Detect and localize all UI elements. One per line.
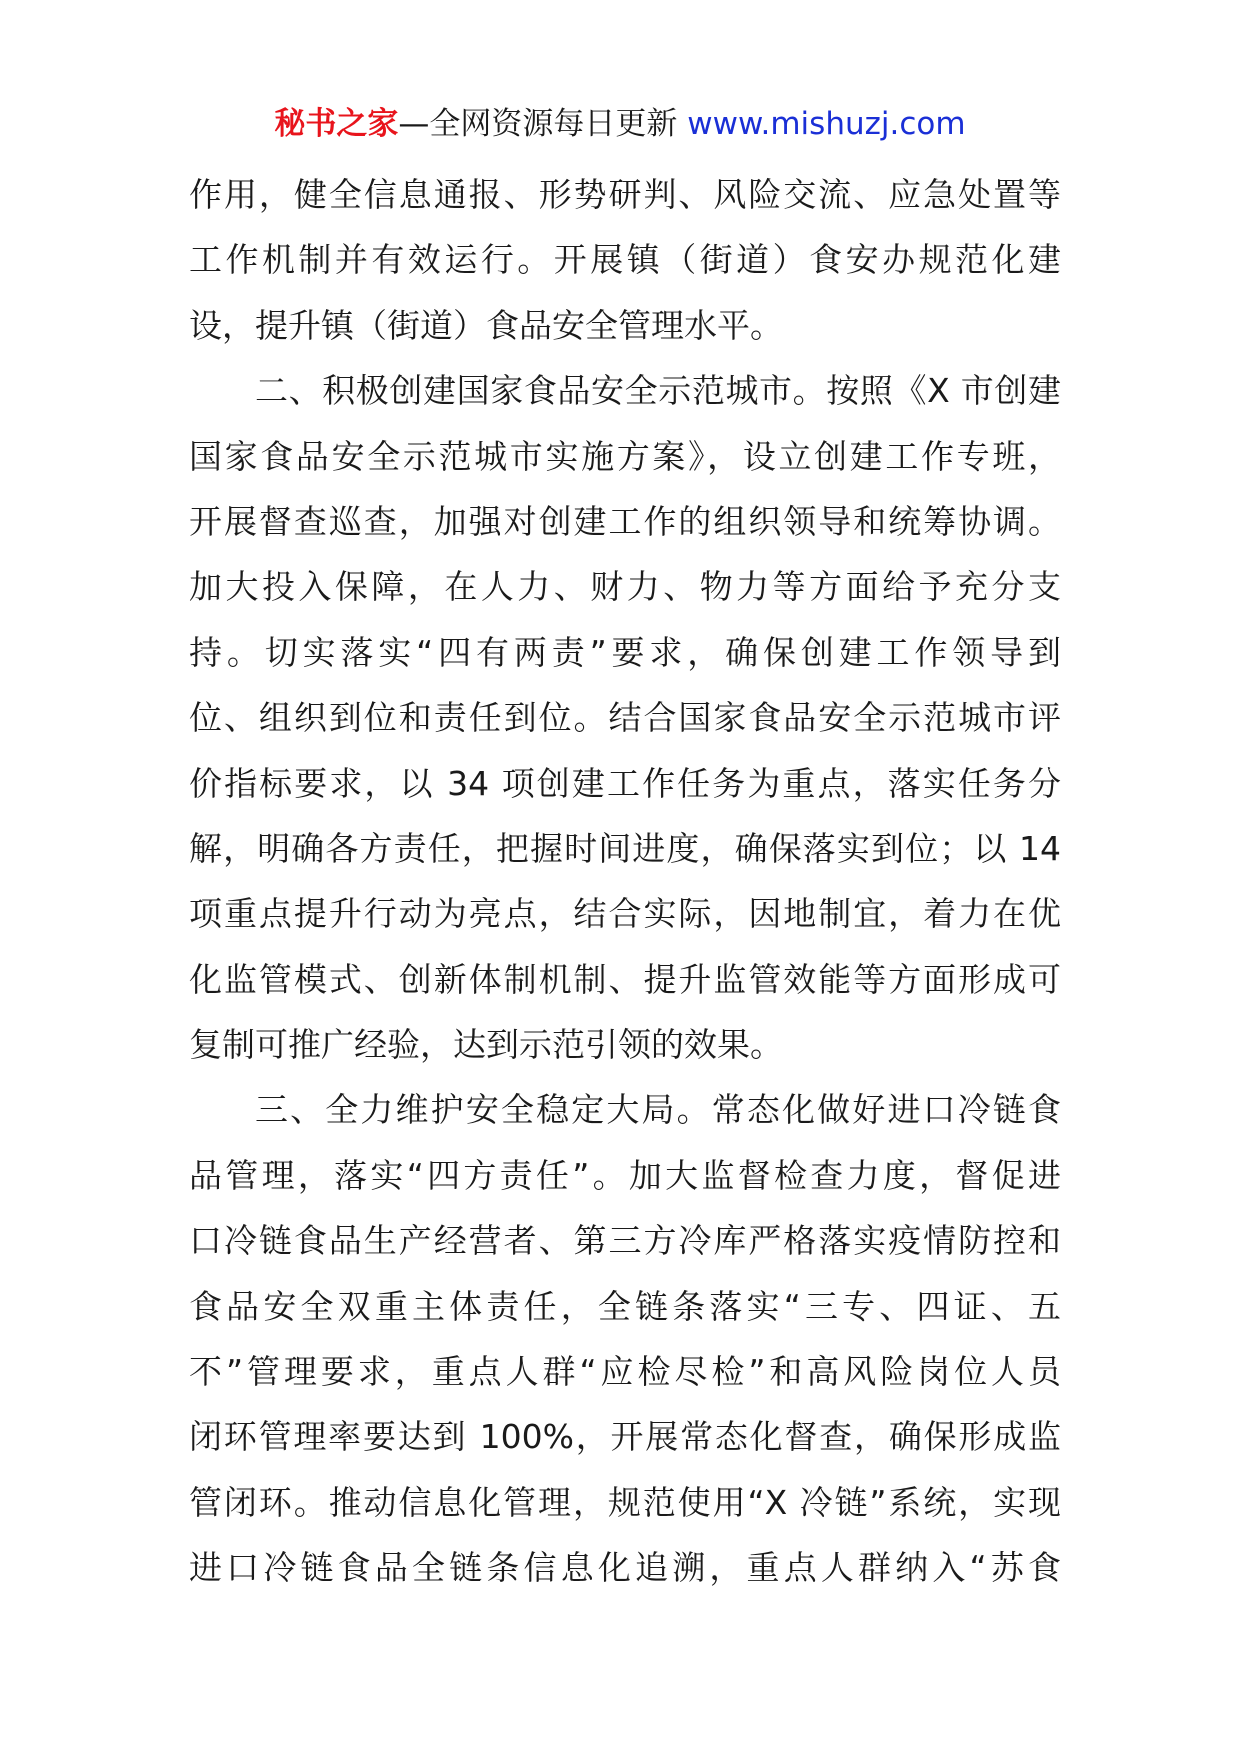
text-line: 进口冷链食品全链条信息化追溯，重点人群纳入“苏食 (189, 1548, 1061, 1588)
text-line: 加大投入保障，在人力、财力、物力等方面给予充分支 (189, 567, 1061, 607)
text-line: 品管理，落实“四方责任”。加大监督检查力度，督促进 (189, 1155, 1061, 1195)
text-line: 化监管模式、创新体制机制、提升监管效能等方面形成可 (189, 959, 1061, 999)
text-line: 闭环管理率要达到 100%，开展常态化督查，确保形成监 (189, 1417, 1061, 1457)
text-line: 位、组织到位和责任到位。结合国家食品安全示范城市评 (189, 698, 1061, 738)
text-line: 管闭环。推动信息化管理，规范使用“X 冷链”系统，实现 (189, 1482, 1061, 1522)
text-line: 食品安全双重主体责任，全链条落实“三专、四证、五 (189, 1286, 1061, 1326)
text-line: 口冷链食品生产经营者、第三方冷库严格落实疫情防控和 (189, 1221, 1061, 1261)
paragraph-heading-line: 三、全力维护安全稳定大局。常态化做好进口冷链食 (255, 1090, 1061, 1130)
text-line: 工作机制并有效运行。开展镇（街道）食安办规范化建 (189, 240, 1061, 280)
text-line: 作用，健全信息通报、形势研判、风险交流、应急处置等 (189, 175, 1061, 214)
site-url[interactable]: www.mishuzj.com (687, 106, 966, 142)
text-line: 价指标要求，以 34 项创建工作任务为重点，落实任务分 (189, 763, 1061, 803)
text-line: 复制可推广经验，达到示范引领的效果。 (189, 1025, 783, 1065)
text-line: 项重点提升行动为亮点，结合实际，因地制宜，着力在优 (189, 894, 1061, 934)
text-line: 不”管理要求，重点人群“应检尽检”和高风险岗位人员 (189, 1352, 1061, 1392)
site-brand: 秘书之家 (274, 106, 399, 142)
text-line: 解，明确各方责任，把握时间进度，确保落实到位；以 14 (189, 828, 1061, 868)
text-line: 持。切实落实“四有两责”要求，确保创建工作领导到 (189, 632, 1061, 672)
text-line: 开展督查巡查，加强对创建工作的组织领导和统筹协调。 (189, 501, 1061, 541)
site-header (0, 100, 1240, 148)
paragraph-heading-line: 二、积极创建国家食品安全示范城市。按照《X 市创建 (255, 371, 1061, 411)
document-body (189, 162, 1061, 1601)
text-line: 国家食品安全示范城市实施方案》，设立创建工作专班， (189, 436, 1061, 476)
site-tagline: —全网资源每日更新 (398, 106, 688, 142)
text-line: 设，提升镇（街道）食品安全管理水平。 (189, 305, 783, 345)
